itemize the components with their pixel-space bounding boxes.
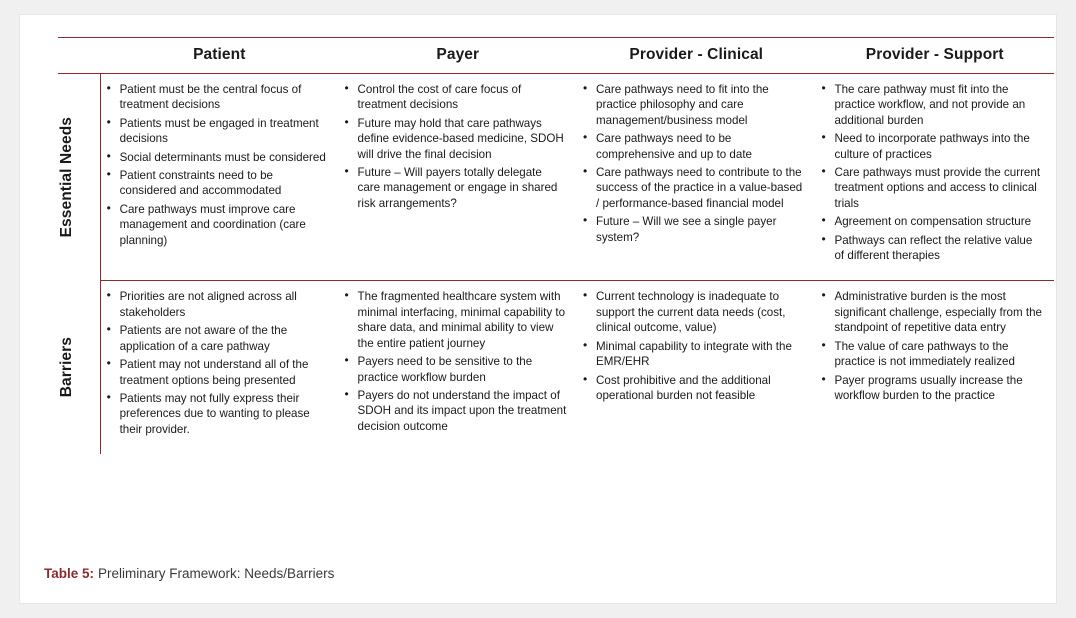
- list-item: • Care pathways must improve care management and coordination (care planning): [105, 202, 329, 248]
- list-item: • Future may hold that care pathways define evidence-based medicine, SDOH will drive the final decision: [343, 116, 567, 162]
- list-item: • Agreement on compensation structure: [819, 214, 1044, 229]
- column-header-patient: Patient: [100, 38, 338, 74]
- table-row: [58, 74, 1054, 281]
- list-item: • Care pathways need to fit into the practice philosophy and care management/business model: [581, 82, 805, 128]
- bullet-list: [819, 82, 1044, 263]
- list-item: • Administrative burden is the most significant challenge, especially from the standpoint of repetitive data entry: [819, 289, 1044, 335]
- list-item: • Future – Will payers totally delegate care management or engage in shared risk arrangements?: [343, 165, 567, 211]
- needs-barriers-table: [58, 37, 1054, 454]
- bullet-list: [343, 82, 567, 211]
- caption-label: Table 5:: [44, 566, 95, 581]
- column-header-provider-clinical: Provider - Clinical: [577, 38, 815, 74]
- list-item: • Social determinants must be considered: [105, 150, 329, 165]
- cell-barriers-provider-support: [815, 281, 1054, 454]
- row-label-text: Essential Needs: [58, 117, 75, 238]
- row-label-essential-needs: [58, 74, 100, 281]
- list-item: • Payers do not understand the impact of SDOH and its impact upon the treatment decision outcome: [343, 388, 567, 434]
- bullet-list: [581, 82, 805, 245]
- list-item: • Current technology is inadequate to support the current data needs (cost, clinical outcome, value): [581, 289, 805, 335]
- bullet-list: [343, 289, 567, 434]
- bullet-list: [819, 289, 1044, 403]
- list-item: • The fragmented healthcare system with minimal interfacing, minimal capability to share data, and minimal ability to view the entire patient journey: [343, 289, 567, 351]
- list-item: • Cost prohibitive and the additional operational burden not feasible: [581, 373, 805, 404]
- list-item: • Future – Will we see a single payer system?: [581, 214, 805, 245]
- list-item: • Patient must be the central focus of treatment decisions: [105, 82, 329, 113]
- bullet-list: [581, 289, 805, 403]
- list-item: • Patients may not fully express their preferences due to wanting to please their provider.: [105, 391, 329, 437]
- list-item: • Need to incorporate pathways into the culture of practices: [819, 131, 1044, 162]
- column-header-provider-support: Provider - Support: [815, 38, 1054, 74]
- list-item: • Patients must be engaged in treatment decisions: [105, 116, 329, 147]
- cell-essential-provider-clinical: [577, 74, 815, 281]
- table-corner-cell: [58, 38, 100, 74]
- list-item: • Care pathways need to be comprehensive and up to date: [581, 131, 805, 162]
- list-item: • Priorities are not aligned across all stakeholders: [105, 289, 329, 320]
- cell-barriers-payer: [339, 281, 577, 454]
- list-item: • Minimal capability to integrate with the EMR/EHR: [581, 339, 805, 370]
- list-item: • Patient may not understand all of the treatment options being presented: [105, 357, 329, 388]
- column-header-payer: Payer: [339, 38, 577, 74]
- list-item: • The value of care pathways to the practice is not immediately realized: [819, 339, 1044, 370]
- list-item: • Pathways can reflect the relative value of different therapies: [819, 233, 1044, 264]
- list-item: • The care pathway must fit into the practice workflow, and not provide an additional burden: [819, 82, 1044, 128]
- cell-essential-patient: [100, 74, 338, 281]
- cell-essential-payer: [339, 74, 577, 281]
- list-item: • Care pathways must provide the current treatment options and access to clinical trials: [819, 165, 1044, 211]
- table-header-row: [58, 38, 1054, 74]
- row-label-text: Barriers: [58, 337, 75, 398]
- table-row: [58, 281, 1054, 454]
- list-item: • Control the cost of care focus of treatment decisions: [343, 82, 567, 113]
- caption-text: Preliminary Framework: Needs/Barriers: [98, 566, 335, 581]
- cell-barriers-provider-clinical: [577, 281, 815, 454]
- figure-caption: [44, 566, 334, 581]
- cell-essential-provider-support: [815, 74, 1054, 281]
- figure-card: [20, 15, 1056, 603]
- list-item: • Patient constraints need to be considered and accommodated: [105, 168, 329, 199]
- list-item: • Patients are not aware of the the application of a care pathway: [105, 323, 329, 354]
- list-item: • Care pathways need to contribute to the success of the practice in a value-based / performance-based financial model: [581, 165, 805, 211]
- bullet-list: [105, 289, 329, 437]
- bullet-list: [105, 82, 329, 248]
- table-container: [58, 37, 1042, 454]
- cell-barriers-patient: [100, 281, 338, 454]
- list-item: • Payers need to be sensitive to the practice workflow burden: [343, 354, 567, 385]
- row-label-barriers: [58, 281, 100, 454]
- list-item: • Payer programs usually increase the workflow burden to the practice: [819, 373, 1044, 404]
